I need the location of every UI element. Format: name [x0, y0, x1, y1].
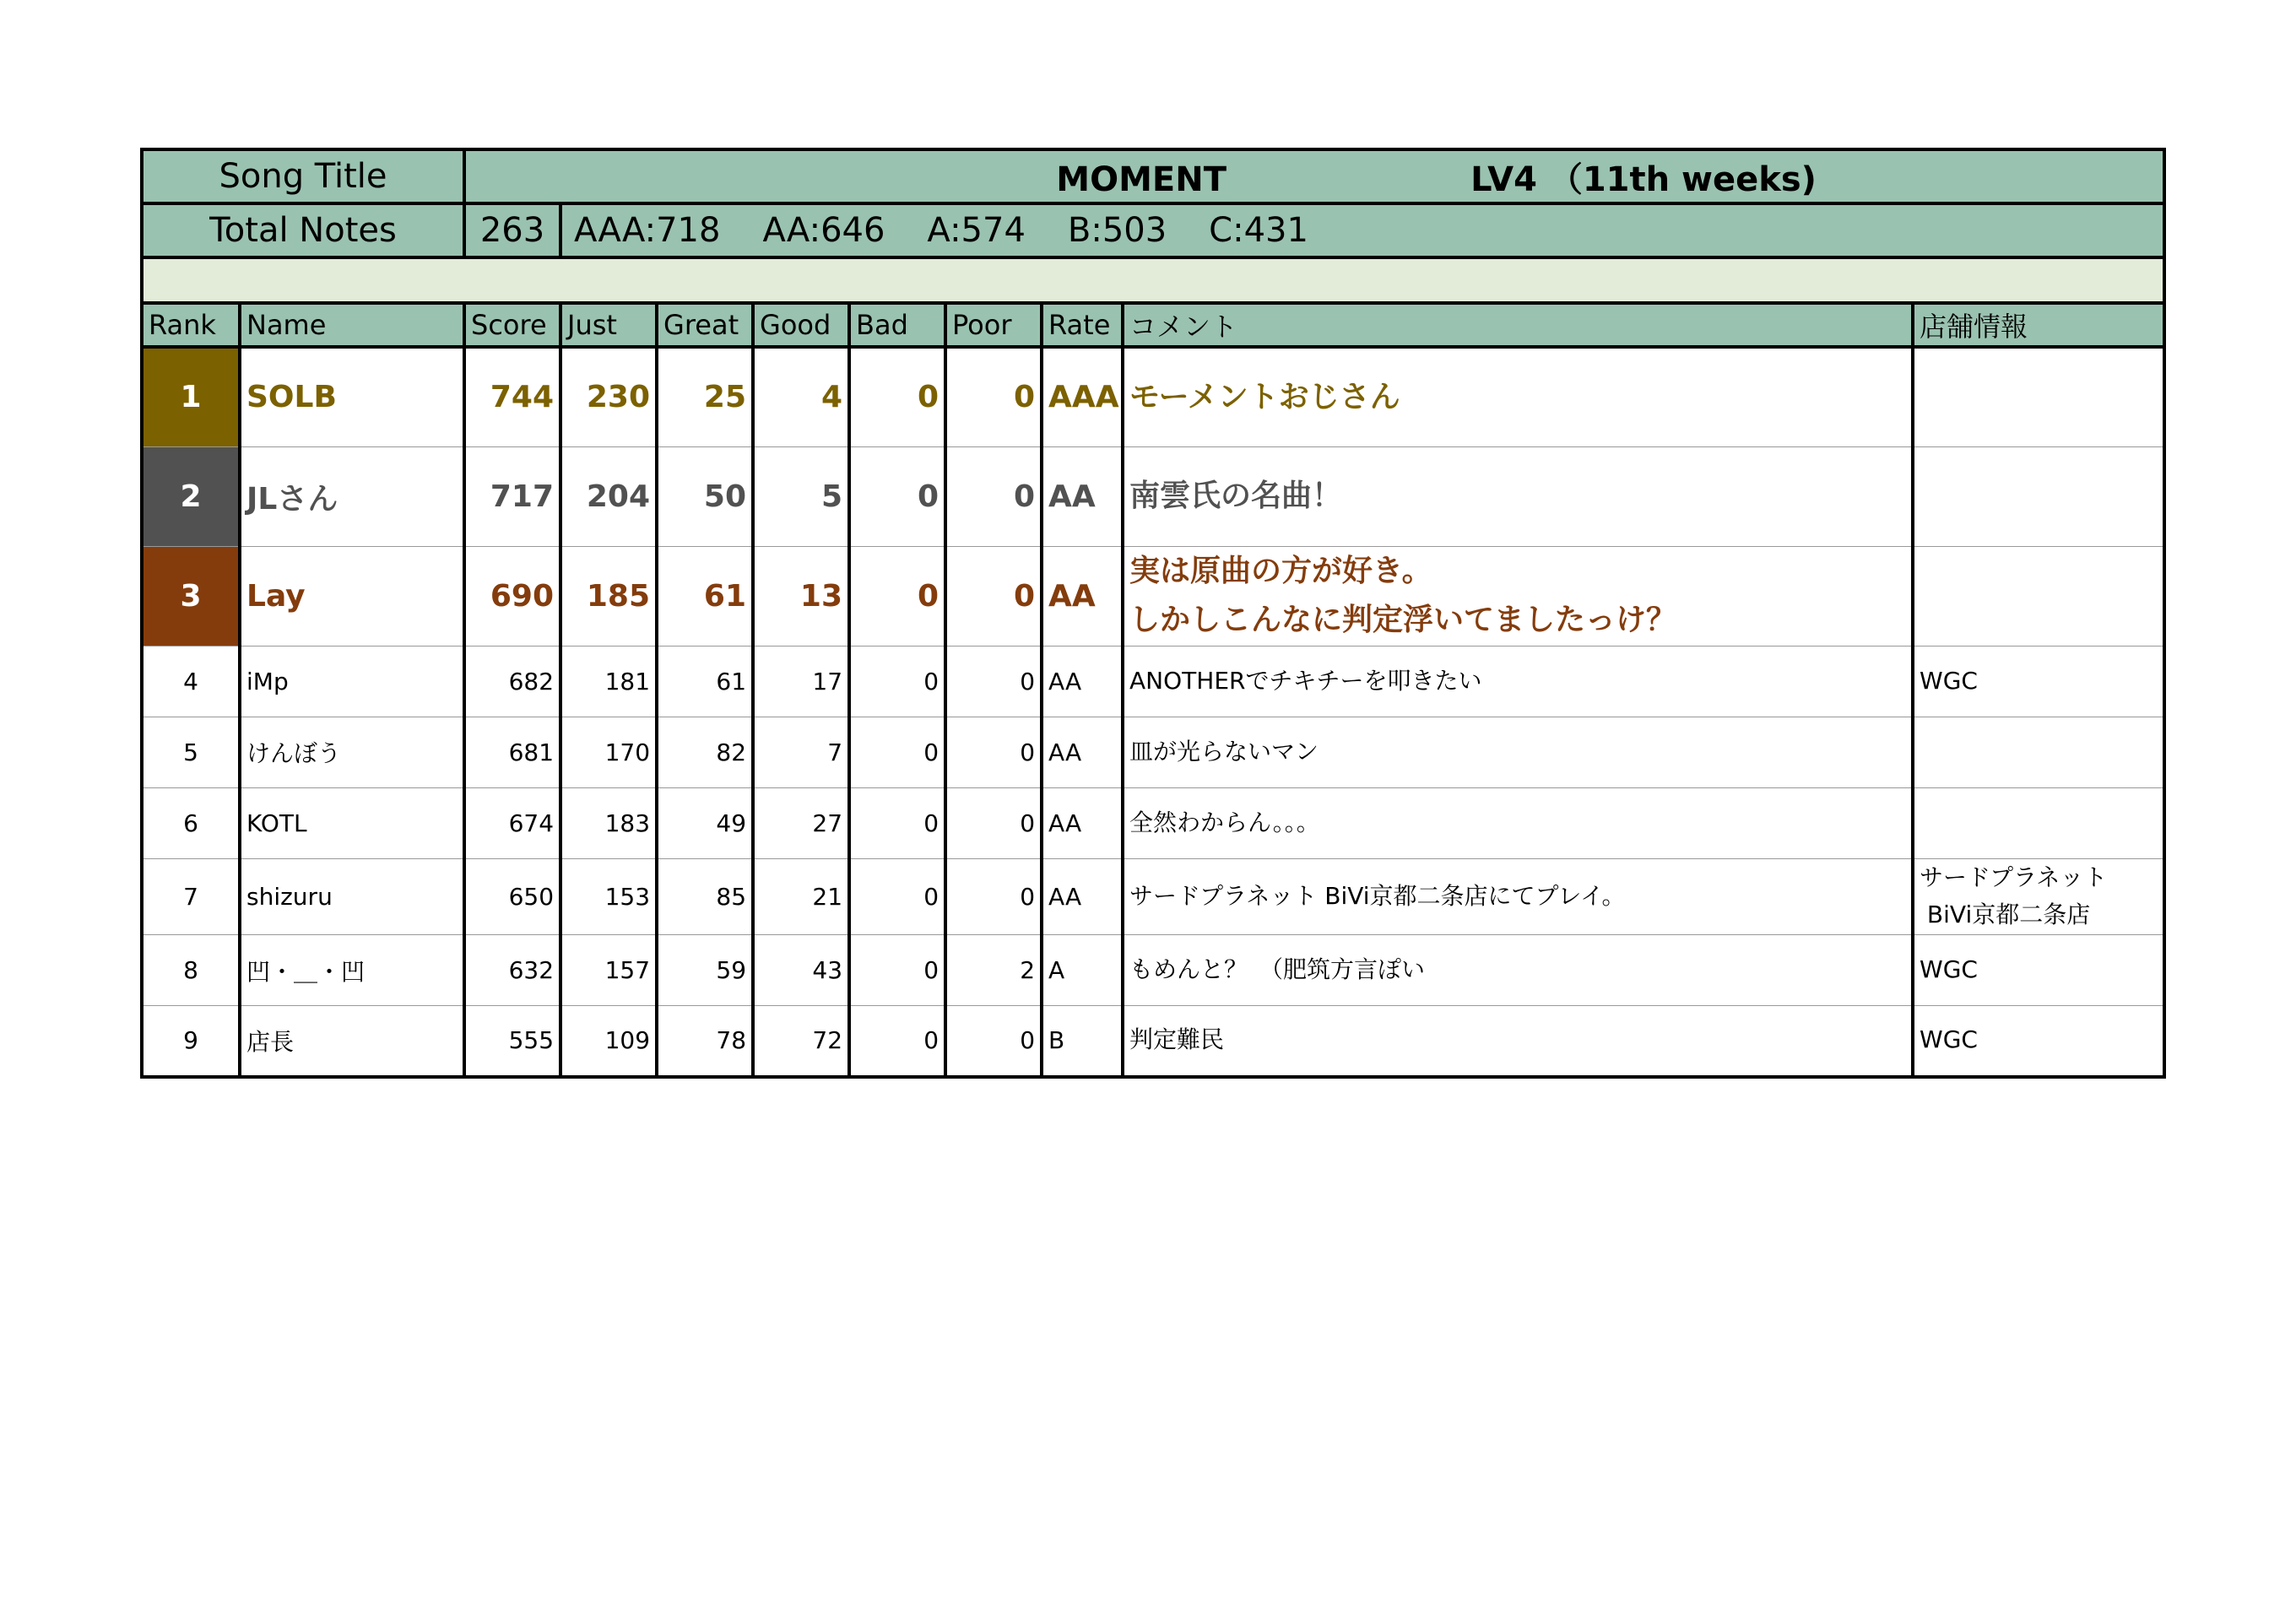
cell-comment	[1123, 546, 1913, 646]
cell-comment	[1123, 935, 1913, 1006]
cell-rank: 7	[142, 858, 240, 935]
cell-bad: 0	[849, 446, 945, 546]
grade-aa: AA:646	[762, 211, 885, 250]
cell-great: 59	[657, 935, 753, 1006]
cell-name: JLさん	[240, 446, 464, 546]
cell-just: 153	[560, 858, 657, 935]
cell-rank: 2	[142, 446, 240, 546]
cell-shop	[1913, 858, 2164, 935]
cell-bad: 0	[849, 787, 945, 858]
cell-shop	[1913, 546, 2164, 646]
cell-comment	[1123, 1006, 1913, 1077]
cell-shop	[1913, 347, 2164, 446]
cell-shop	[1913, 787, 2164, 858]
cell-shop	[1913, 935, 2164, 1006]
cell-rate: AA	[1042, 546, 1123, 646]
song-title-label: Song Title	[142, 149, 464, 203]
cell-name: KOTL	[240, 787, 464, 858]
cell-comment	[1123, 787, 1913, 858]
shop-line-2: BiVi京都二条店	[1920, 901, 2091, 929]
table-row	[142, 935, 2164, 1006]
cell-shop	[1913, 717, 2164, 787]
cell-name: SOLB	[240, 347, 464, 446]
comment-line-1: 皿が光らないマン	[1129, 737, 1319, 766]
cell-good: 5	[753, 446, 849, 546]
col-good: Good	[753, 303, 849, 347]
cell-poor: 0	[945, 347, 1042, 446]
grade-thresholds	[560, 203, 2164, 257]
cell-rank: 5	[142, 717, 240, 787]
cell-score: 674	[464, 787, 560, 858]
cell-just: 204	[560, 446, 657, 546]
comment-line-2: しかしこんなに判定浮いてましたっけ？	[1129, 603, 1677, 637]
cell-bad: 0	[849, 347, 945, 446]
song-title: MOMENT	[1056, 160, 1227, 199]
total-notes-label: Total Notes	[142, 203, 464, 257]
shop-line-1: WGC	[1920, 955, 1978, 984]
cell-rank: 1	[142, 347, 240, 446]
cell-score: 555	[464, 1006, 560, 1077]
column-header-row	[142, 303, 2164, 347]
cell-great: 25	[657, 347, 753, 446]
cell-rate: AA	[1042, 717, 1123, 787]
cell-just: 183	[560, 787, 657, 858]
cell-poor: 0	[945, 546, 1042, 646]
cell-poor: 0	[945, 717, 1042, 787]
cell-great: 61	[657, 546, 753, 646]
comment-line-1: 実は原曲の方が好き。	[1129, 554, 1432, 589]
shop-line-1: WGC	[1920, 1025, 1978, 1054]
col-just: Just	[560, 303, 657, 347]
table-row	[142, 787, 2164, 858]
cell-great: 82	[657, 717, 753, 787]
cell-shop	[1913, 646, 2164, 717]
song-title-cell	[464, 149, 2164, 203]
grade-b: B:503	[1067, 211, 1167, 250]
cell-just: 109	[560, 1006, 657, 1077]
table-row	[142, 1006, 2164, 1077]
cell-comment	[1123, 646, 1913, 717]
cell-name: shizuru	[240, 858, 464, 935]
cell-score: 650	[464, 858, 560, 935]
cell-poor: 2	[945, 935, 1042, 1006]
grade-a: A:574	[927, 211, 1026, 250]
cell-great: 50	[657, 446, 753, 546]
cell-score: 681	[464, 717, 560, 787]
col-great: Great	[657, 303, 753, 347]
cell-name: 凹・＿・凹	[240, 935, 464, 1006]
table-row	[142, 446, 2164, 546]
cell-name: けんぼう	[240, 717, 464, 787]
cell-great: 85	[657, 858, 753, 935]
cell-good: 4	[753, 347, 849, 446]
col-poor: Poor	[945, 303, 1042, 347]
cell-good: 72	[753, 1006, 849, 1077]
cell-poor: 0	[945, 858, 1042, 935]
cell-rank: 9	[142, 1006, 240, 1077]
level-label: LV4 （11th weeks)	[1470, 160, 1817, 199]
cell-shop	[1913, 446, 2164, 546]
cell-shop	[1913, 1006, 2164, 1077]
col-bad: Bad	[849, 303, 945, 347]
cell-name: 店長	[240, 1006, 464, 1077]
total-notes-value: 263	[464, 203, 560, 257]
table-row	[142, 717, 2164, 787]
comment-line-1: モーメントおじさん	[1129, 379, 1400, 414]
cell-bad: 0	[849, 1006, 945, 1077]
cell-bad: 0	[849, 935, 945, 1006]
cell-bad: 0	[849, 646, 945, 717]
cell-name: iMp	[240, 646, 464, 717]
comment-line-1: 全然わからん。。。	[1129, 808, 1320, 836]
grade-c: C:431	[1209, 211, 1308, 250]
table-row	[142, 646, 2164, 717]
cell-score: 682	[464, 646, 560, 717]
cell-rank: 3	[142, 546, 240, 646]
spacer-band	[142, 257, 2164, 303]
col-rate: Rate	[1042, 303, 1123, 347]
cell-rank: 8	[142, 935, 240, 1006]
table-row	[142, 858, 2164, 935]
cell-bad: 0	[849, 546, 945, 646]
cell-good: 27	[753, 787, 849, 858]
cell-comment	[1123, 717, 1913, 787]
cell-rate: AAA	[1042, 347, 1123, 446]
col-name: Name	[240, 303, 464, 347]
cell-poor: 0	[945, 646, 1042, 717]
cell-bad: 0	[849, 858, 945, 935]
cell-score: 690	[464, 546, 560, 646]
ranking-sheet	[140, 148, 2166, 1079]
cell-score: 744	[464, 347, 560, 446]
cell-great: 78	[657, 1006, 753, 1077]
comment-line-1: ANOTHERでチキチーを叩きたい	[1129, 666, 1482, 695]
shop-line-1: WGC	[1920, 666, 1978, 695]
song-title-row	[142, 149, 2164, 203]
table-row	[142, 546, 2164, 646]
cell-score: 717	[464, 446, 560, 546]
cell-rate: AA	[1042, 858, 1123, 935]
cell-rate: A	[1042, 935, 1123, 1006]
cell-comment	[1123, 858, 1913, 935]
cell-good: 7	[753, 717, 849, 787]
cell-score: 632	[464, 935, 560, 1006]
cell-just: 170	[560, 717, 657, 787]
col-rank: Rank	[142, 303, 240, 347]
cell-good: 43	[753, 935, 849, 1006]
comment-line-1: サードプラネット BiVi京都二条店にてプレイ。	[1129, 881, 1626, 910]
table-row	[142, 347, 2164, 446]
cell-just: 185	[560, 546, 657, 646]
cell-rate: AA	[1042, 787, 1123, 858]
cell-rank: 6	[142, 787, 240, 858]
cell-rank: 4	[142, 646, 240, 717]
cell-poor: 0	[945, 446, 1042, 546]
grade-aaa: AAA:718	[574, 211, 721, 250]
cell-rate: B	[1042, 1006, 1123, 1077]
cell-good: 17	[753, 646, 849, 717]
shop-line-1: サードプラネット	[1920, 863, 2108, 891]
col-shop: 店舗情報	[1913, 303, 2164, 347]
col-comment: コメント	[1123, 303, 1913, 347]
cell-good: 21	[753, 858, 849, 935]
comment-line-1: 判定難民	[1129, 1025, 1225, 1054]
cell-just: 230	[560, 347, 657, 446]
cell-comment	[1123, 347, 1913, 446]
ranking-rows	[142, 347, 2164, 1077]
cell-name: Lay	[240, 546, 464, 646]
cell-just: 181	[560, 646, 657, 717]
cell-comment	[1123, 446, 1913, 546]
cell-great: 49	[657, 787, 753, 858]
cell-good: 13	[753, 546, 849, 646]
cell-poor: 0	[945, 1006, 1042, 1077]
cell-bad: 0	[849, 717, 945, 787]
comment-line-1: 南雲氏の名曲！	[1129, 479, 1343, 514]
cell-great: 61	[657, 646, 753, 717]
cell-just: 157	[560, 935, 657, 1006]
cell-rate: AA	[1042, 446, 1123, 546]
cell-poor: 0	[945, 787, 1042, 858]
total-notes-row	[142, 203, 2164, 257]
col-score: Score	[464, 303, 560, 347]
comment-line-1: もめんと？ （肥筑方言ぽい	[1129, 955, 1426, 984]
cell-rate: AA	[1042, 646, 1123, 717]
